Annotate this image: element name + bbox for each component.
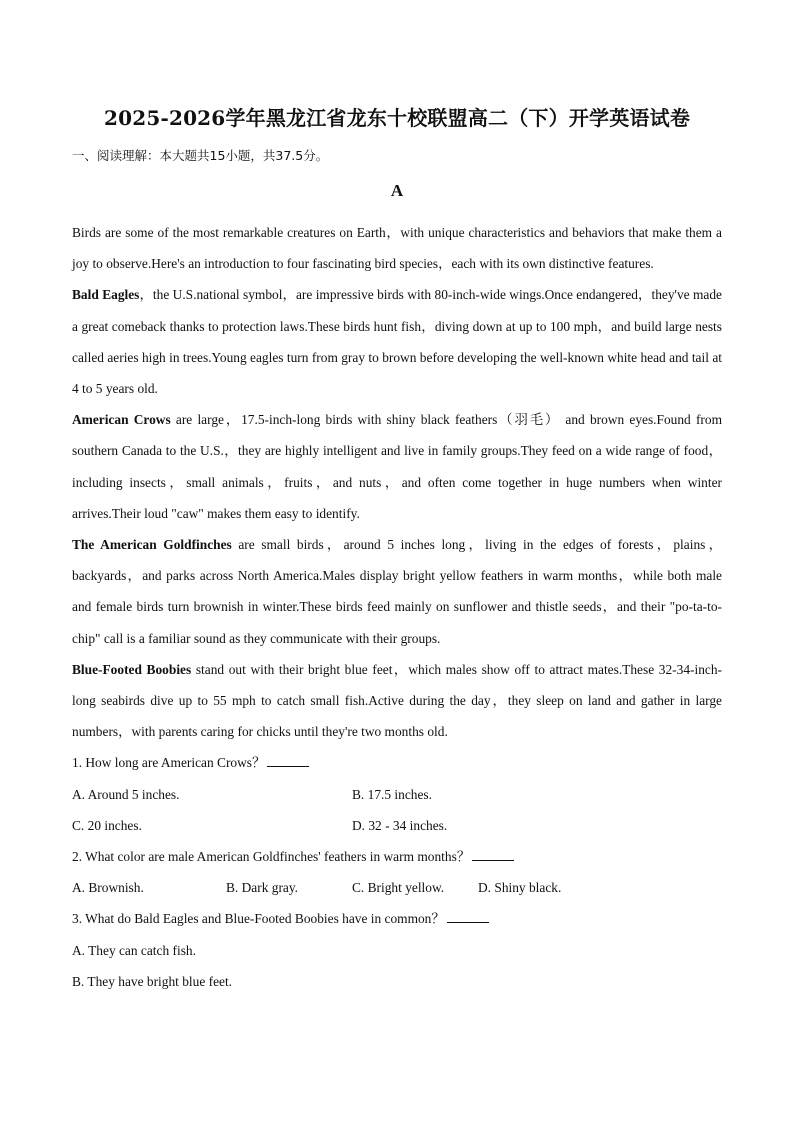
question-1: [72, 747, 722, 778]
paragraph-goldfinches: [72, 529, 722, 654]
answer-blank[interactable]: [447, 912, 489, 923]
paragraph-american-crows: [72, 404, 722, 529]
option-b[interactable]: B. Dark gray.: [226, 880, 299, 896]
paragraph-text: stand out with their bright blue feet，which males show off to attract mates.These 32-34-inch-long seabirds dive up to 55 mph to catch small fish.Active during the day，they sleep on land and gather in large numbers，with parents caring for chicks until they're two months old.: [72, 661, 722, 740]
option-b[interactable]: B. 17.5 inches.: [352, 786, 432, 802]
question-1-options-row-2: [72, 810, 722, 841]
option-c[interactable]: C. Bright yellow.: [352, 880, 445, 896]
question-1-options-row-1: [72, 779, 722, 810]
answer-blank[interactable]: [472, 850, 514, 861]
option-d[interactable]: D. 32 - 34 inches.: [352, 817, 448, 833]
question-2: [72, 841, 722, 872]
paragraph-text: are large，17.5-inch-long birds with shiny black feathers（羽毛） and brown eyes.Found from southern Canada to the U.S.，they are highly intelligent and live in family groups.They feed on a wide range of food，including insects，small animals，fruits，and nuts，and often come together in huge numbers when winter arrives.Their loud "caw" makes them easy to identify.: [72, 412, 722, 521]
option-d[interactable]: D. Shiny black.: [478, 880, 562, 896]
option-a[interactable]: A. Brownish.: [72, 880, 144, 896]
option-b[interactable]: B. They have bright blue feet.: [72, 973, 233, 989]
passage-label: A: [390, 181, 404, 200]
paragraph-term: The American Goldfinches: [72, 537, 232, 553]
option-c[interactable]: C. 20 inches.: [72, 817, 142, 833]
paragraph-term: Blue-Footed Boobies: [72, 661, 192, 677]
question-stem: 1. How long are American Crows？: [72, 755, 266, 771]
paragraph-bald-eagles: [72, 279, 722, 404]
section-heading: 一、阅读理解：本大题共15小题，共37.5分。: [72, 148, 329, 163]
passage-body: [72, 217, 722, 997]
paragraph-term: Bald Eagles: [72, 287, 140, 303]
paragraph-boobies: [72, 654, 722, 748]
intro-paragraph: Birds are some of the most remarkable creatures on Earth，with unique characteristics and behaviors that make them a joy to observe.Here's an introduction to four fascinating bird species，each with its own distinctive features.: [72, 225, 722, 272]
paragraph-text: ，the U.S.national symbol，are impressive birds with 80-inch-wide wings.Once endangered，they've made a great comeback thanks to protection laws.These birds hunt fish，diving down at up to 100 mph，and build large nests called aeries high in trees.Young eagles turn from gray to brown before developing the well-known white head and tail at 4 to 5 years old.: [72, 287, 722, 397]
answer-blank[interactable]: [267, 756, 309, 767]
question-stem: 3. What do Bald Eagles and Blue-Footed Boobies have in common？: [72, 911, 445, 927]
paragraph-term: American Crows: [72, 412, 171, 428]
option-a[interactable]: A. Around 5 inches.: [72, 786, 180, 802]
question-stem: 2. What color are male American Goldfinches' feathers in warm months？: [72, 849, 471, 865]
exam-title: 2025-2026学年黑龙江省龙东十校联盟高二（下）开学英语试卷: [103, 106, 691, 130]
paragraph-text: are small birds，around 5 inches long，living in the edges of forests，plains，backyards，and parks across North America.Males display bright yellow feathers in warm months，while both male and female birds turn brownish in winter.These birds feed mainly on sunflower and thistle seeds，and their "po-ta-to-chip" call is a familiar sound as they communicate with their groups.: [72, 537, 722, 646]
question-2-options: [72, 872, 722, 903]
option-a[interactable]: A. They can catch fish.: [72, 942, 196, 958]
question-3: [72, 903, 722, 934]
